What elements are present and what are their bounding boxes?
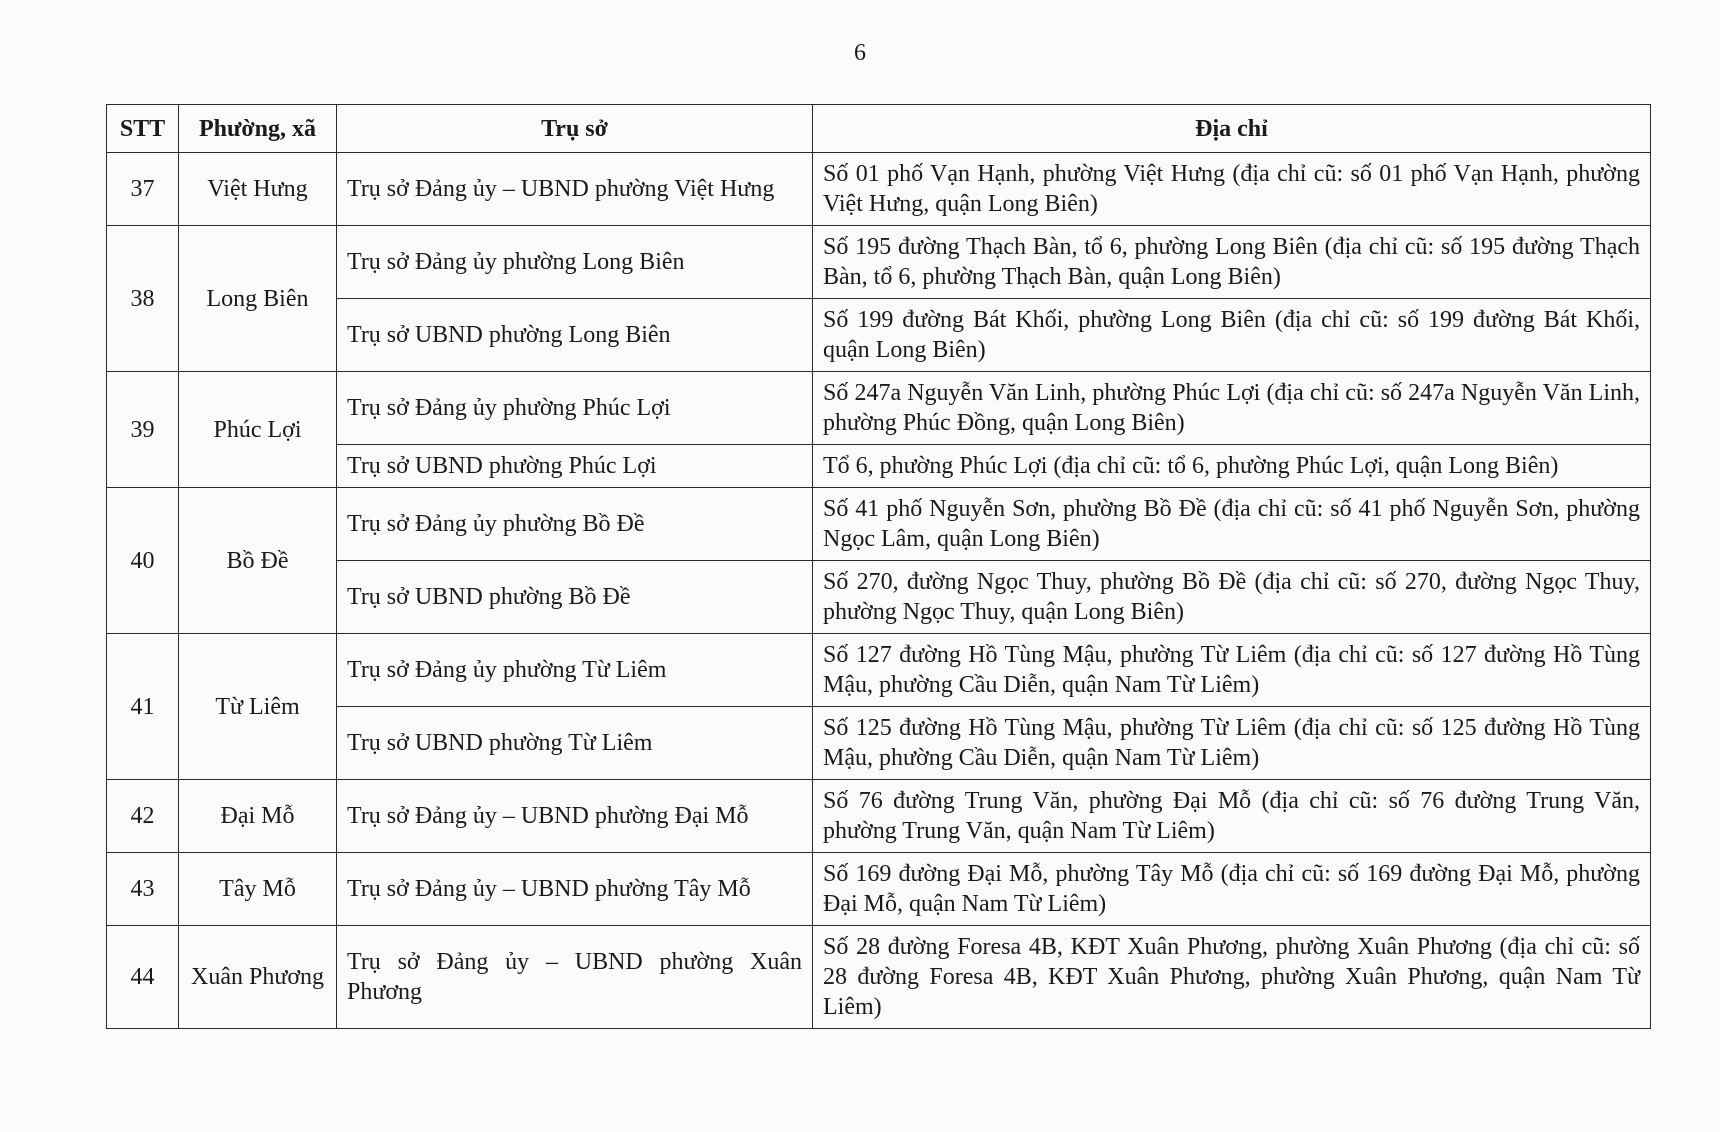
office-cell: Trụ sở UBND phường Từ Liêm [337, 707, 813, 780]
table-row [107, 299, 1651, 372]
stt-cell: 43 [107, 853, 179, 926]
ward-cell: Việt Hưng [179, 153, 337, 226]
office-cell: Trụ sở Đảng ủy – UBND phường Việt Hưng [337, 153, 813, 226]
stt-cell: 40 [107, 488, 179, 634]
office-cell: Trụ sở Đảng ủy phường Phúc Lợi [337, 372, 813, 445]
office-cell: Trụ sở Đảng ủy phường Bồ Đề [337, 488, 813, 561]
office-cell: Trụ sở Đảng ủy – UBND phường Xuân Phương [337, 926, 813, 1029]
table-row [107, 561, 1651, 634]
address-cell: Số 127 đường Hồ Tùng Mậu, phường Từ Liêm (địa chỉ cũ: số 127 đường Hồ Tùng Mậu, phường Cầu Diễn, quận Nam Từ Liêm) [813, 634, 1651, 707]
table-row [107, 707, 1651, 780]
ward-cell: Xuân Phương [179, 926, 337, 1029]
page-number: 6 [854, 40, 866, 66]
office-cell: Trụ sở UBND phường Phúc Lợi [337, 445, 813, 488]
address-cell: Số 169 đường Đại Mỗ, phường Tây Mỗ (địa chỉ cũ: số 169 đường Đại Mỗ, phường Đại Mỗ, quận Nam Từ Liêm) [813, 853, 1651, 926]
header-stt: STT [107, 105, 179, 153]
office-cell: Trụ sở Đảng ủy – UBND phường Đại Mỗ [337, 780, 813, 853]
address-cell: Số 01 phố Vạn Hạnh, phường Việt Hưng (địa chỉ cũ: số 01 phố Vạn Hạnh, phường Việt Hưng, quận Long Biên) [813, 153, 1651, 226]
table-row [107, 634, 1651, 707]
office-cell: Trụ sở UBND phường Bồ Đề [337, 561, 813, 634]
address-cell: Số 270, đường Ngọc Thuy, phường Bồ Đề (địa chỉ cũ: số 270, đường Ngọc Thuy, phường Ngọc Thuy, quận Long Biên) [813, 561, 1651, 634]
header-ward: Phường, xã [179, 105, 337, 153]
table-row [107, 372, 1651, 445]
table-row [107, 488, 1651, 561]
address-cell: Số 28 đường Foresa 4B, KĐT Xuân Phương, phường Xuân Phương (địa chỉ cũ: số 28 đường Foresa 4B, KĐT Xuân Phương, phường Xuân Phương, quận Nam Từ Liêm) [813, 926, 1651, 1029]
ward-cell: Bồ Đề [179, 488, 337, 634]
stt-cell: 42 [107, 780, 179, 853]
ward-cell: Đại Mỗ [179, 780, 337, 853]
address-cell: Số 199 đường Bát Khối, phường Long Biên (địa chỉ cũ: số 199 đường Bát Khối, quận Long Biên) [813, 299, 1651, 372]
stt-cell: 41 [107, 634, 179, 780]
office-cell: Trụ sở Đảng ủy phường Long Biên [337, 226, 813, 299]
address-cell: Số 247a Nguyễn Văn Linh, phường Phúc Lợi (địa chỉ cũ: số 247a Nguyễn Văn Linh, phường Phúc Đồng, quận Long Biên) [813, 372, 1651, 445]
stt-cell: 37 [107, 153, 179, 226]
table-row [107, 926, 1651, 1029]
table-row [107, 445, 1651, 488]
address-cell: Số 76 đường Trung Văn, phường Đại Mỗ (địa chỉ cũ: số 76 đường Trung Văn, phường Trung Văn, quận Nam Từ Liêm) [813, 780, 1651, 853]
table-row [107, 153, 1651, 226]
ward-cell: Long Biên [179, 226, 337, 372]
table-row [107, 226, 1651, 299]
office-cell: Trụ sở Đảng ủy phường Từ Liêm [337, 634, 813, 707]
ward-cell: Tây Mỗ [179, 853, 337, 926]
stt-cell: 38 [107, 226, 179, 372]
ward-cell: Phúc Lợi [179, 372, 337, 488]
address-cell: Số 125 đường Hồ Tùng Mậu, phường Từ Liêm (địa chỉ cũ: số 125 đường Hồ Tùng Mậu, phường Cầu Diễn, quận Nam Từ Liêm) [813, 707, 1651, 780]
office-cell: Trụ sở UBND phường Long Biên [337, 299, 813, 372]
address-cell: Số 195 đường Thạch Bàn, tổ 6, phường Long Biên (địa chỉ cũ: số 195 đường Thạch Bàn, tổ 6, phường Thạch Bàn, quận Long Biên) [813, 226, 1651, 299]
stt-cell: 39 [107, 372, 179, 488]
address-cell: Tổ 6, phường Phúc Lợi (địa chỉ cũ: tổ 6, phường Phúc Lợi, quận Long Biên) [813, 445, 1651, 488]
header-office: Trụ sở [337, 105, 813, 153]
table-header-row [107, 105, 1651, 153]
stt-cell: 44 [107, 926, 179, 1029]
table-row [107, 780, 1651, 853]
table-row [107, 853, 1651, 926]
ward-cell: Từ Liêm [179, 634, 337, 780]
address-cell: Số 41 phố Nguyễn Sơn, phường Bồ Đề (địa chỉ cũ: số 41 phố Nguyễn Sơn, phường Ngọc Lâm, quận Long Biên) [813, 488, 1651, 561]
header-address: Địa chỉ [813, 105, 1651, 153]
office-cell: Trụ sở Đảng ủy – UBND phường Tây Mỗ [337, 853, 813, 926]
ward-office-table [106, 104, 1651, 1029]
